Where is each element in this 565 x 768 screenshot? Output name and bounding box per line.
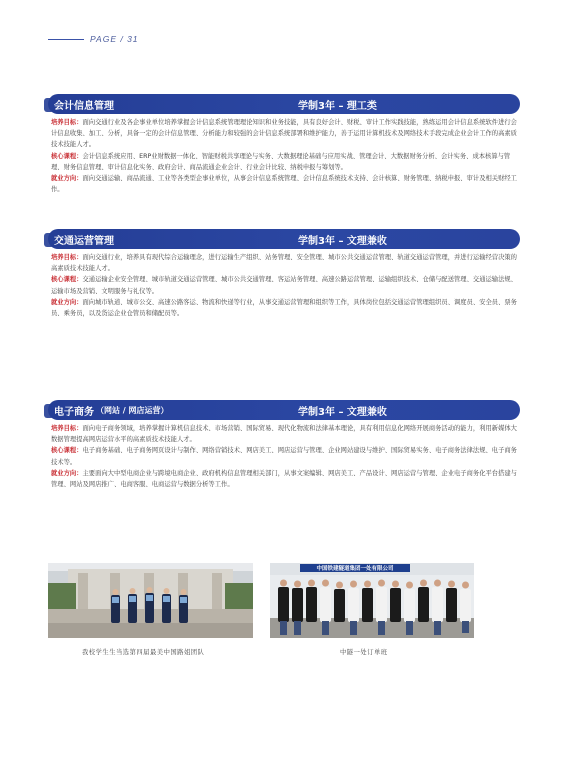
goal-paragraph: [51, 117, 520, 151]
career-label: 就业方向：: [51, 298, 83, 306]
company-banner-text: 中国铁建隧道集团一处有限公司: [316, 566, 394, 572]
courses-text: 电子商务基础、电子商务网页设计与制作、网络营销技术、网店美工、网店运营与管理、企业网站建设与维护、国际贸易实务、电子商务法律法规、电子商务技术等。: [51, 447, 517, 466]
photo-uniformed-students: [48, 563, 253, 638]
goal-text: 面向电子商务领域，培养掌握计算机信息技术、市场营销、国际贸易、现代化物流和法律基本理论，具有利用信息化网络开展商务活动的能力，利用新媒体大数据管理提高网店运营水平的高素质技术技能人才。: [51, 425, 517, 444]
career-label: 就业方向：: [51, 175, 83, 183]
career-paragraph: [51, 173, 520, 195]
career-text: 面向城市轨道、城市公交、高速公路客运、物流和快递等行业，从事交通运营管理和组织等工作，具体岗位包括交通运营管理组织员、调度员、安全员、票务员、乘务员，以及货运企业仓管员和储配员等。: [51, 298, 517, 318]
photo-caption-left: 我校学生生当选第四届最美中国路姐团队: [82, 649, 205, 656]
courses-paragraph: [51, 151, 520, 173]
major-subtitle: （网站 / 网店运营）: [96, 405, 169, 415]
program-duration: 学制3年 – 文理兼收: [298, 235, 387, 247]
courses-text: 交通运输企业安全管理、城市轨道交通运营管理、城市公共交通管理、客运站务管理、高速公路运营管理、运输组织技术、仓储与配送管理、交通运输法规、运输市场及营销、文明服务与礼仪等。: [51, 276, 517, 295]
career-text: 面向交通运输、商品流通、工业等各类型企事业单位，从事会计信息系统管理、会计信息系统技术支持、会计核算、财务管理、纳税申报、审计及相关财经工作。: [51, 175, 517, 194]
goal-label: 培养目标：: [51, 119, 83, 126]
program-duration: 学制3年 – 理工类: [298, 100, 377, 112]
page-header: [48, 32, 139, 46]
goal-paragraph: [51, 252, 520, 274]
career-label: 就业方向：: [51, 469, 83, 477]
goal-label: 培养目标：: [51, 425, 83, 432]
goal-label: 培养目标：: [51, 254, 83, 261]
section-banner: [48, 94, 520, 114]
section-banner: [48, 229, 520, 249]
page-number: PAGE / 31: [90, 34, 139, 44]
goal-text: 面向交通行业及各企事业单位培养掌握会计信息系统管理理论知识和业务技能，具有良好会计、财税、审计工作实践技能，熟练运用会计信息系统软件进行会计信息收集、加工、分析，具备一定的会计信息管理、分析能力和较强的会计信息系统部署和维护能力，善于运用计算机技术及网络技术手段完成企业会计工作的高素质技术技能人才。: [51, 119, 517, 149]
section-body: [48, 423, 520, 490]
courses-label: 核心课程：: [51, 447, 83, 455]
courses-paragraph: [51, 445, 520, 467]
banner-decoration: [44, 233, 54, 247]
section-banner: [48, 400, 520, 420]
career-text: 主要面向大中型电商企业与跨境电商企业、政府机构信息管理相关部门，从事文案编辑、网店美工、产品设计、网店运营与管理、企业电子商务化平台搭建与管理、网站及网店推广、电商客服、电商运营与数据分析等工作。: [51, 469, 517, 489]
courses-label: 核心课程：: [51, 276, 83, 284]
banner-decoration: [44, 404, 54, 418]
major-title: 会计信息管理: [54, 100, 114, 112]
major-title: 交通运营管理: [54, 235, 114, 247]
goal-paragraph: [51, 423, 520, 445]
goal-text: 面向交通行业，培养具有现代综合运输理念，进行运输生产组织、站务管理、安全管理、城市公共交通运营管理、轨道交通运营管理，并进行运输经营决策的高素质技术技能人才。: [51, 254, 517, 273]
banner-decoration: [44, 98, 54, 112]
section-body: [48, 252, 520, 319]
header-rule: [48, 39, 84, 40]
section-ecommerce: [48, 400, 520, 490]
program-duration: 学制3年 – 文理兼收: [298, 406, 387, 418]
section-accounting: [48, 94, 520, 195]
major-title: 电子商务: [54, 406, 94, 418]
section-transport: [48, 229, 520, 319]
photo-caption-right: 中隧一处订单班: [340, 649, 388, 656]
photo-group: [270, 563, 474, 638]
courses-text: 会计信息系统应用、ERP业财数据一体化、智能财税共享理论与实务、大数据理论基础与应用实战、管理会计、大数据财务分析、会计实务、成本核算与管理、财务信息管理、审计信息化实务、政府会计、商品流通企业会计、行业会计比较、纳税申报与筹划等。: [51, 152, 511, 171]
courses-label: 核心课程：: [51, 152, 83, 160]
courses-paragraph: [51, 274, 520, 296]
career-paragraph: [51, 468, 520, 490]
section-body: [48, 117, 520, 195]
career-paragraph: [51, 297, 520, 319]
